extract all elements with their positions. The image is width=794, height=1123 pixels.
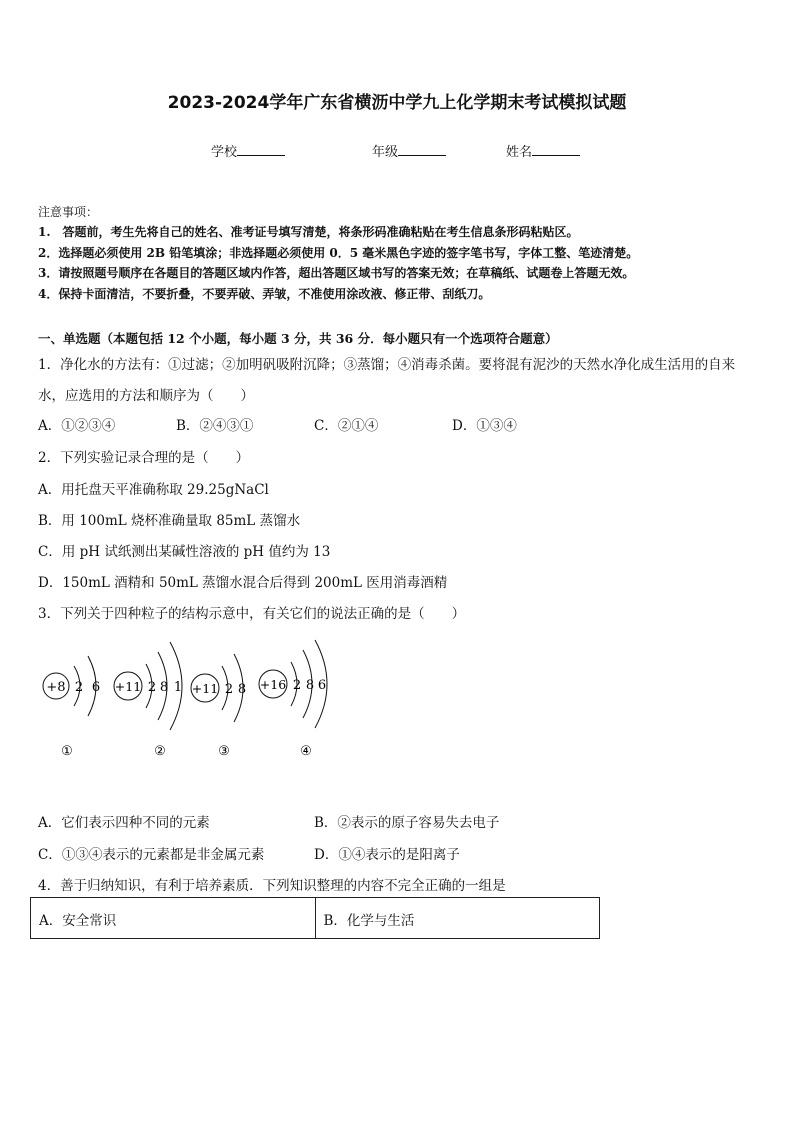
particle-2	[114, 642, 182, 759]
particle-4-shell-3: 6	[317, 678, 327, 693]
q4-stem: 4．善于归纳知识，有利于培养素质．下列知识整理的内容不完全正确的一组是	[38, 878, 506, 894]
q4-table	[30, 897, 600, 939]
particle-2-shell-2: 8	[159, 680, 169, 695]
q1-option-b[interactable]: B．②④③①	[176, 418, 254, 434]
grade-field[interactable]	[372, 141, 446, 160]
particle-4	[259, 640, 327, 759]
q1-option-d[interactable]: D．①③④	[452, 418, 517, 434]
q4-table-cell-b: B．化学与生活	[315, 898, 600, 938]
q1-stem-line1: 1．净化水的方法有：①过滤；②加明矾吸附沉降；③蒸馏；④消毒杀菌。要将混有泥沙的天然水净化成生活用的自来	[38, 357, 736, 373]
particle-4-label: ④	[300, 744, 312, 759]
school-blank[interactable]	[237, 143, 285, 156]
particle-2-shell-3: 1	[173, 680, 183, 695]
q3-option-a[interactable]: A．它们表示四种不同的元素	[38, 815, 210, 831]
particle-3-shell-2: 8	[237, 682, 247, 697]
q2-option-b[interactable]: B．用 100mL 烧杯准确量取 85mL 蒸馏水	[38, 513, 301, 529]
q3-stem: 3．下列关于四种粒子的结构示意中，有关它们的说法正确的是（ ）	[38, 606, 466, 622]
notice-item: 3．请按照题号顺序在各题目的答题区域内作答，超出答题区域书写的答案无效；在草稿纸、试题卷上答题无效。	[38, 266, 635, 280]
grade-blank[interactable]	[398, 143, 446, 156]
page-title: 2023-2024学年广东省横沥中学九上化学期末考试模拟试题	[167, 93, 627, 113]
particle-3-nucleus: +11	[191, 681, 219, 696]
school-label: 学校	[211, 145, 238, 160]
q1-option-c[interactable]: C．②①④	[314, 418, 379, 434]
particle-2-label: ②	[154, 744, 166, 759]
q2-option-a[interactable]: A．用托盘天平准确称取 29.25gNaCl	[38, 482, 269, 498]
q4-table-cell-a: A．安全常识	[39, 913, 117, 929]
particle-4-shell-2: 8	[305, 678, 315, 693]
q3-option-d[interactable]: D．①④表示的是阳离子	[314, 847, 460, 863]
notice-item: 2．选择题必须使用 2B 铅笔填涂；非选择题必须使用 0．5 毫米黑色字迹的签字笔书写，字体工整、笔迹清楚。	[38, 246, 639, 260]
particle-1	[43, 656, 100, 759]
q1-option-a[interactable]: A．①②③④	[38, 418, 116, 434]
particle-1-label: ①	[61, 744, 73, 759]
particle-structure-diagram	[0, 630, 380, 770]
notice-item: 4．保持卡面清洁，不要折叠，不要弄破、弄皱，不准使用涂改液、修正带、刮纸刀。	[38, 287, 491, 301]
particle-2-shell-1: 2	[147, 680, 157, 695]
particle-3-label: ③	[218, 744, 230, 759]
section-heading: 一、单选题（本题包括 12 个小题，每小题 3 分，共 36 分．每小题只有一个选项符合题意）	[38, 331, 558, 346]
notice-title: 注意事项：	[38, 205, 99, 219]
grade-label: 年级	[372, 145, 399, 160]
particle-3-shell-1: 2	[224, 682, 234, 697]
particle-4-shell-1: 2	[292, 678, 302, 693]
q2-stem: 2．下列实验记录合理的是（ ）	[38, 450, 250, 466]
particle-3	[191, 654, 246, 759]
particle-1-shell-1: 2	[74, 680, 84, 695]
particle-2-nucleus: +11	[114, 679, 142, 694]
name-blank[interactable]	[532, 143, 580, 156]
particle-4-nucleus: +16	[259, 677, 287, 692]
name-field[interactable]	[506, 141, 580, 160]
name-label: 姓名	[506, 145, 533, 160]
q2-option-c[interactable]: C．用 pH 试纸测出某碱性溶液的 pH 值约为 13	[38, 544, 331, 560]
notice-item: 1. 答题前，考生先将自己的姓名、准考证号填写清楚，将条形码准确粘贴在考生信息条形码粘贴区。	[38, 225, 579, 239]
particle-1-nucleus: +8	[46, 680, 66, 695]
q3-option-b[interactable]: B．②表示的原子容易失去电子	[314, 815, 500, 831]
q3-option-c[interactable]: C．①③④表示的元素都是非金属元素	[38, 847, 265, 863]
q1-stem-line2: 水，应选用的方法和顺序为（ ）	[38, 388, 254, 404]
school-field[interactable]	[211, 141, 285, 160]
q2-option-d[interactable]: D．150mL 酒精和 50mL 蒸馏水混合后得到 200mL 医用消毒酒精	[38, 575, 448, 591]
particle-1-shell-2: 6	[91, 680, 101, 695]
